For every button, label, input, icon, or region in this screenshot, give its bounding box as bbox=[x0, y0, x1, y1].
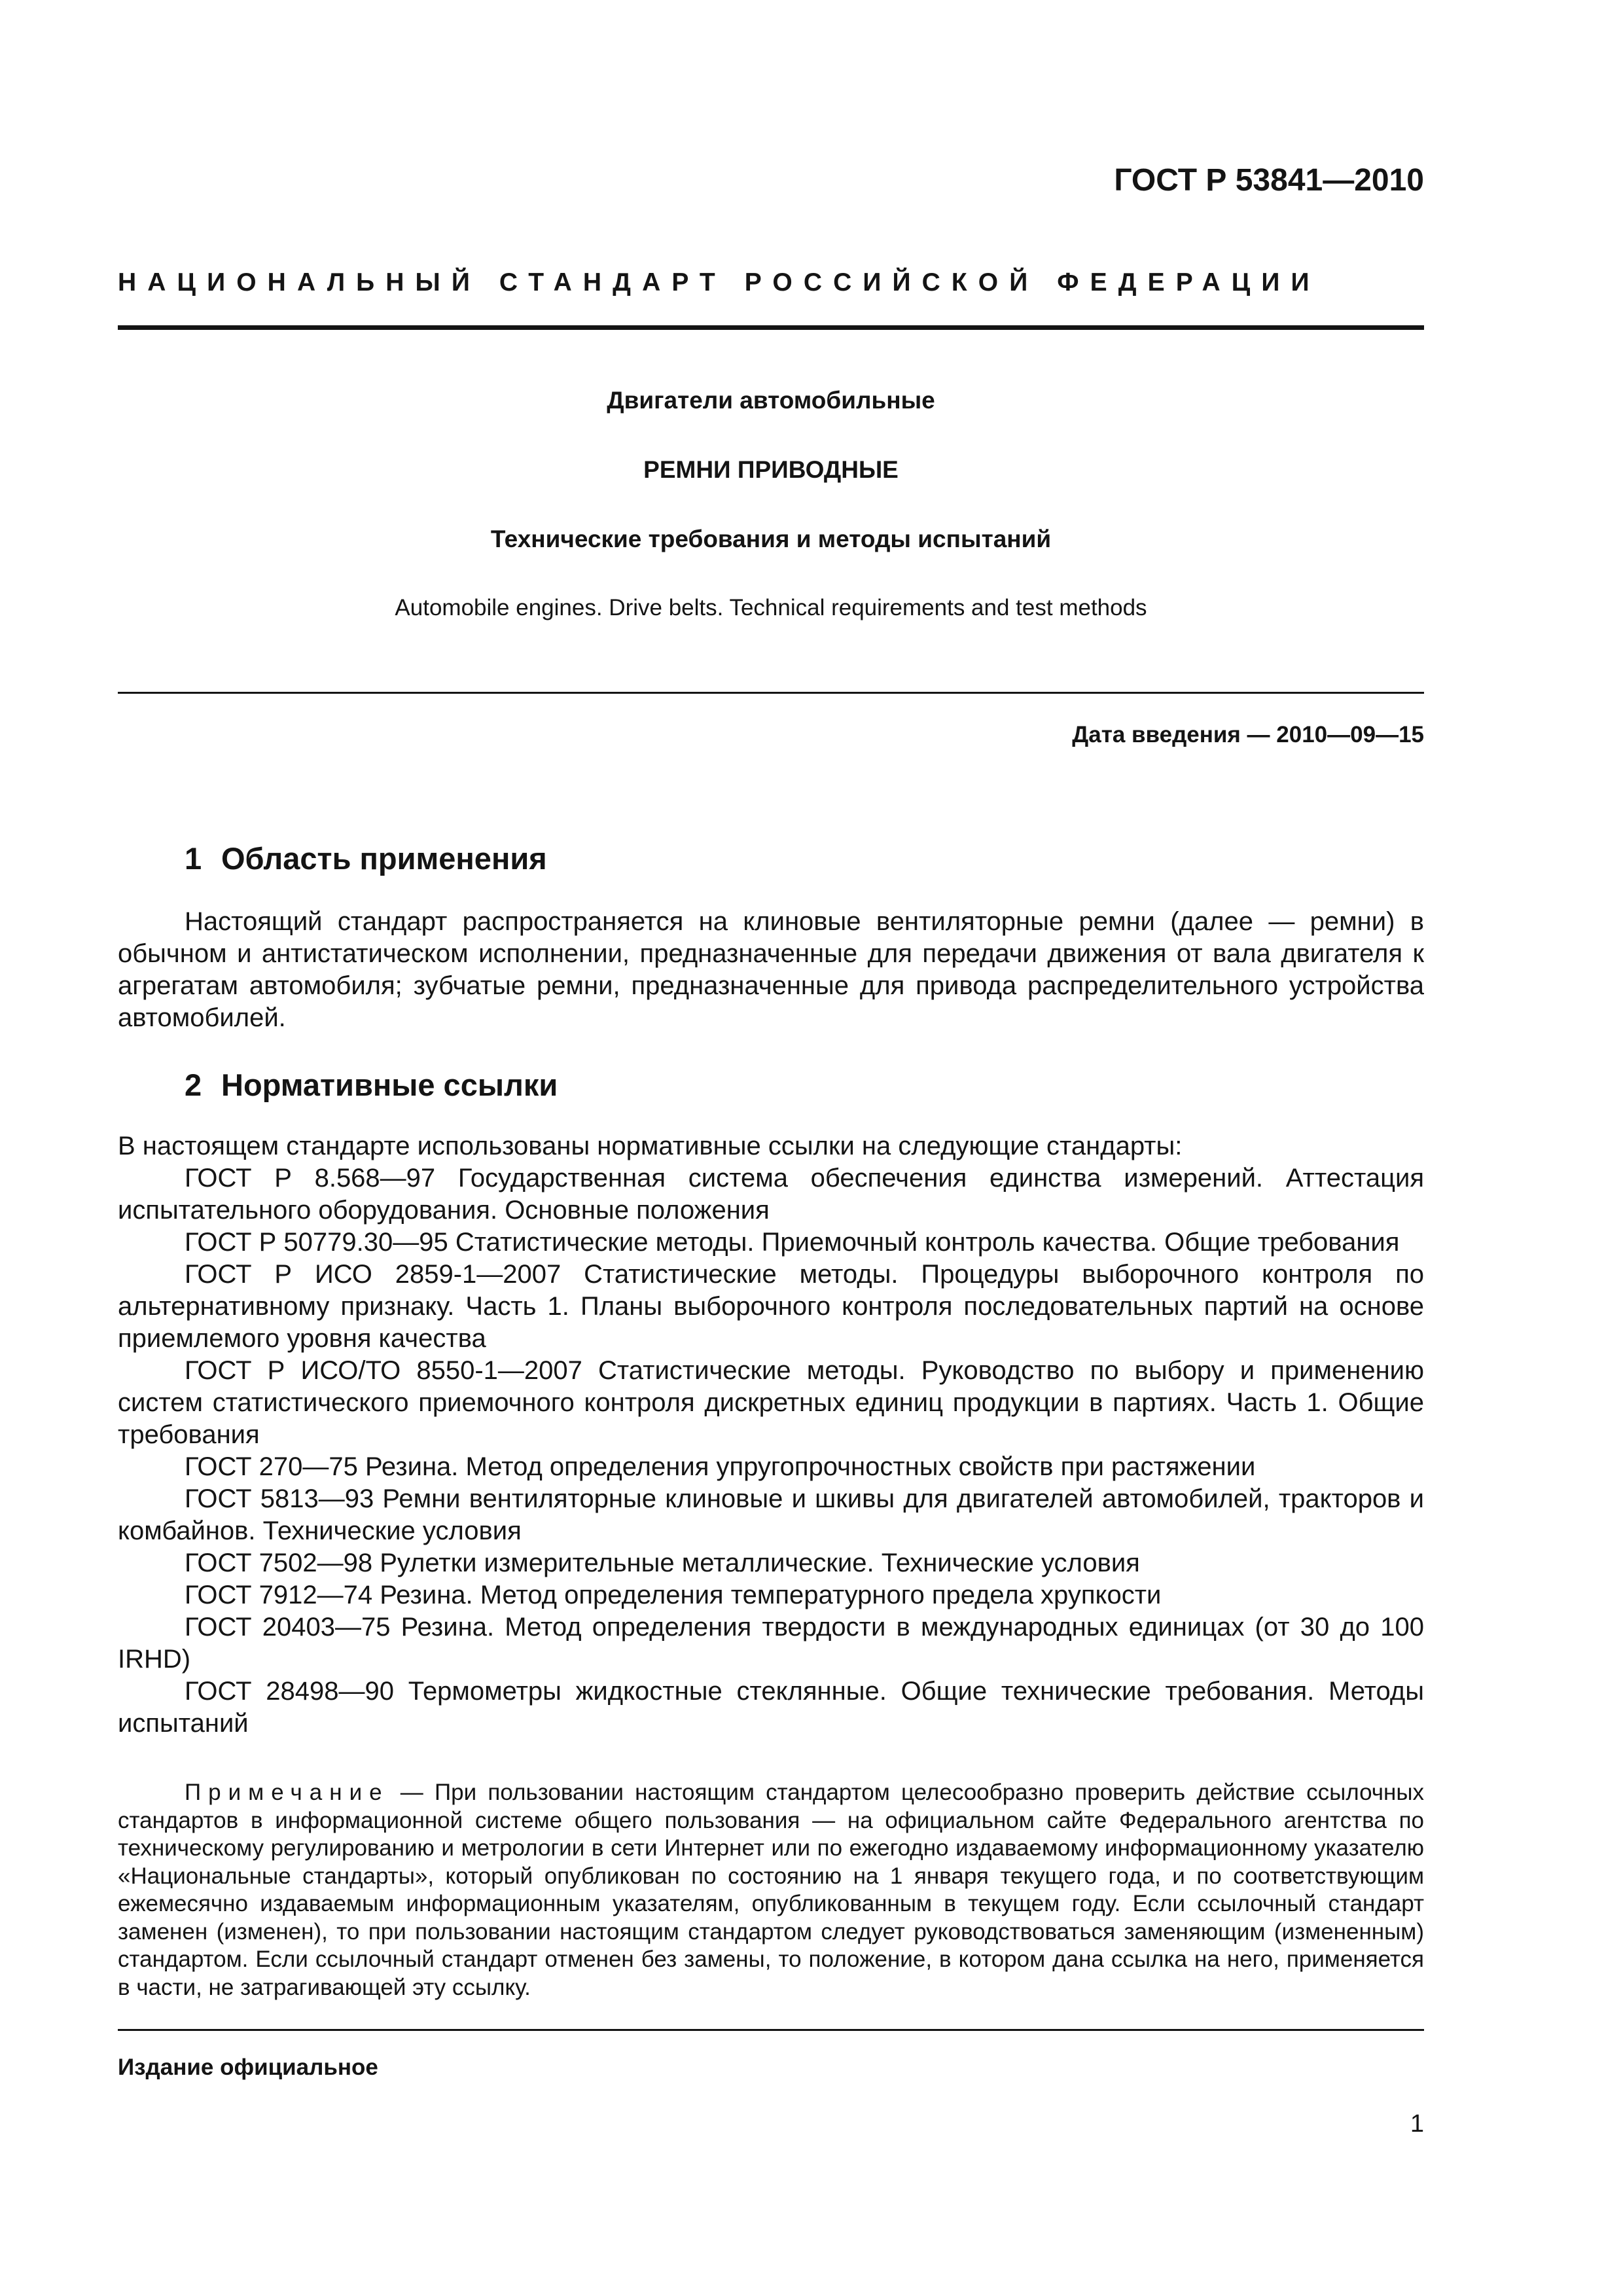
reference-item: ГОСТ 28498—90 Термометры жидкостные стеклянные. Общие технические требования. Методы испытаний bbox=[118, 1677, 1424, 1738]
references-intro: В настоящем стандарте использованы нормативные ссылки на следующие стандарты: bbox=[118, 1132, 1183, 1160]
standard-code: ГОСТ Р 53841—2010 bbox=[1114, 163, 1424, 198]
page-number: 1 bbox=[1410, 2110, 1424, 2138]
note-label: Примечание bbox=[185, 1780, 389, 1805]
section-2-title: Нормативные ссылки bbox=[221, 1067, 558, 1102]
doc-subtitle: Технические требования и методы испытаний bbox=[490, 526, 1052, 552]
standard-type-title: НАЦИОНАЛЬНЫЙ СТАНДАРТ РОССИЙСКОЙ ФЕДЕРАЦИИ bbox=[118, 268, 1321, 296]
doc-title-english: Automobile engines. Drive belts. Technical requirements and test methods bbox=[395, 595, 1147, 620]
reference-item: ГОСТ Р ИСО 2859-1—2007 Статистические методы. Процедуры выборочного контроля по альтернативному признаку. Часть 1. Планы выборочного контроля последовательных партий на основе приемлемого уровня качества bbox=[118, 1260, 1424, 1353]
effective-date: Дата введения — 2010—09—15 bbox=[1072, 722, 1424, 747]
section-1-text: Настоящий стандарт распространяется на клиновые вентиляторные ремни (далее — ремни) в обычном и антистатическом исполнении, предназначенные для передачи движения от вала двигателя к агрегатам автомобиля; зубчатые ремни, предназначенные для привода распределительного устройства автомобилей. bbox=[118, 907, 1424, 1032]
reference-item: ГОСТ 7912—74 Резина. Метод определения температурного предела хрупкости bbox=[185, 1581, 1162, 1609]
reference-item: ГОСТ 7502—98 Рулетки измерительные металлические. Технические условия bbox=[185, 1549, 1140, 1577]
reference-item: ГОСТ 20403—75 Резина. Метод определения твердости в международных единицах (от 30 до 100 IRHD) bbox=[118, 1613, 1424, 1674]
doc-subject: Двигатели автомобильные bbox=[607, 387, 935, 414]
reference-item: ГОСТ Р 50779.30—95 Статистические методы. Приемочный контроль качества. Общие требования bbox=[185, 1228, 1400, 1257]
section-2-number: 2 bbox=[185, 1067, 202, 1102]
section-2-heading bbox=[185, 1066, 558, 1105]
section-1-title: Область применения bbox=[221, 841, 547, 876]
note-block bbox=[118, 1779, 1424, 2001]
title-rule bbox=[118, 692, 1424, 694]
doc-title: РЕМНИ ПРИВОДНЫЕ bbox=[643, 456, 899, 483]
note-text: — При пользовании настоящим стандартом целесообразно проверить действие ссылочных стандартов в информационной системе общего пользования — на официальном сайте Федерального агентства по техническому регулированию и метрологии в сети Интернет или по ежегодно издаваемому информационному указателю «Национальные стандарты», который опубликован по состоянию на 1 января текущего года, и по соответствующим ежемесячно издаваемым информационным указателям, опубликованным в текущем году. Если ссылочный стандарт заменен (изменен), то при пользовании настоящим стандартом следует руководствоваться заменяющим (измененным) стандартом. Если ссылочный стандарт отменен без замены, то положение, в котором дана ссылка на него, применяется в части, не затрагивающей эту ссылку. bbox=[118, 1780, 1424, 2000]
section-1-number: 1 bbox=[185, 841, 202, 876]
header-rule bbox=[118, 325, 1424, 330]
reference-item: ГОСТ Р ИСО/ТО 8550-1—2007 Статистические методы. Руководство по выбору и применению систем статистического приемочного контроля дискретных единиц продукции в партиях. Часть 1. Общие требования bbox=[118, 1356, 1424, 1449]
reference-item: ГОСТ Р 8.568—97 Государственная система обеспечения единства измерений. Аттестация испытательного оборудования. Основные положения bbox=[118, 1164, 1424, 1225]
footer-rule bbox=[118, 2029, 1424, 2031]
section-1-heading bbox=[185, 839, 547, 878]
edition-label: Издание официальное bbox=[118, 2054, 378, 2080]
reference-item: ГОСТ 5813—93 Ремни вентиляторные клиновые и шкивы для двигателей автомобилей, тракторов и комбайнов. Технические условия bbox=[118, 1484, 1424, 1545]
reference-item: ГОСТ 270—75 Резина. Метод определения упругопрочностных свойств при растяжении bbox=[185, 1452, 1256, 1481]
note-paragraph bbox=[118, 1779, 1424, 2001]
section-2-body bbox=[118, 1130, 1424, 1740]
section-1-body bbox=[118, 906, 1424, 1034]
